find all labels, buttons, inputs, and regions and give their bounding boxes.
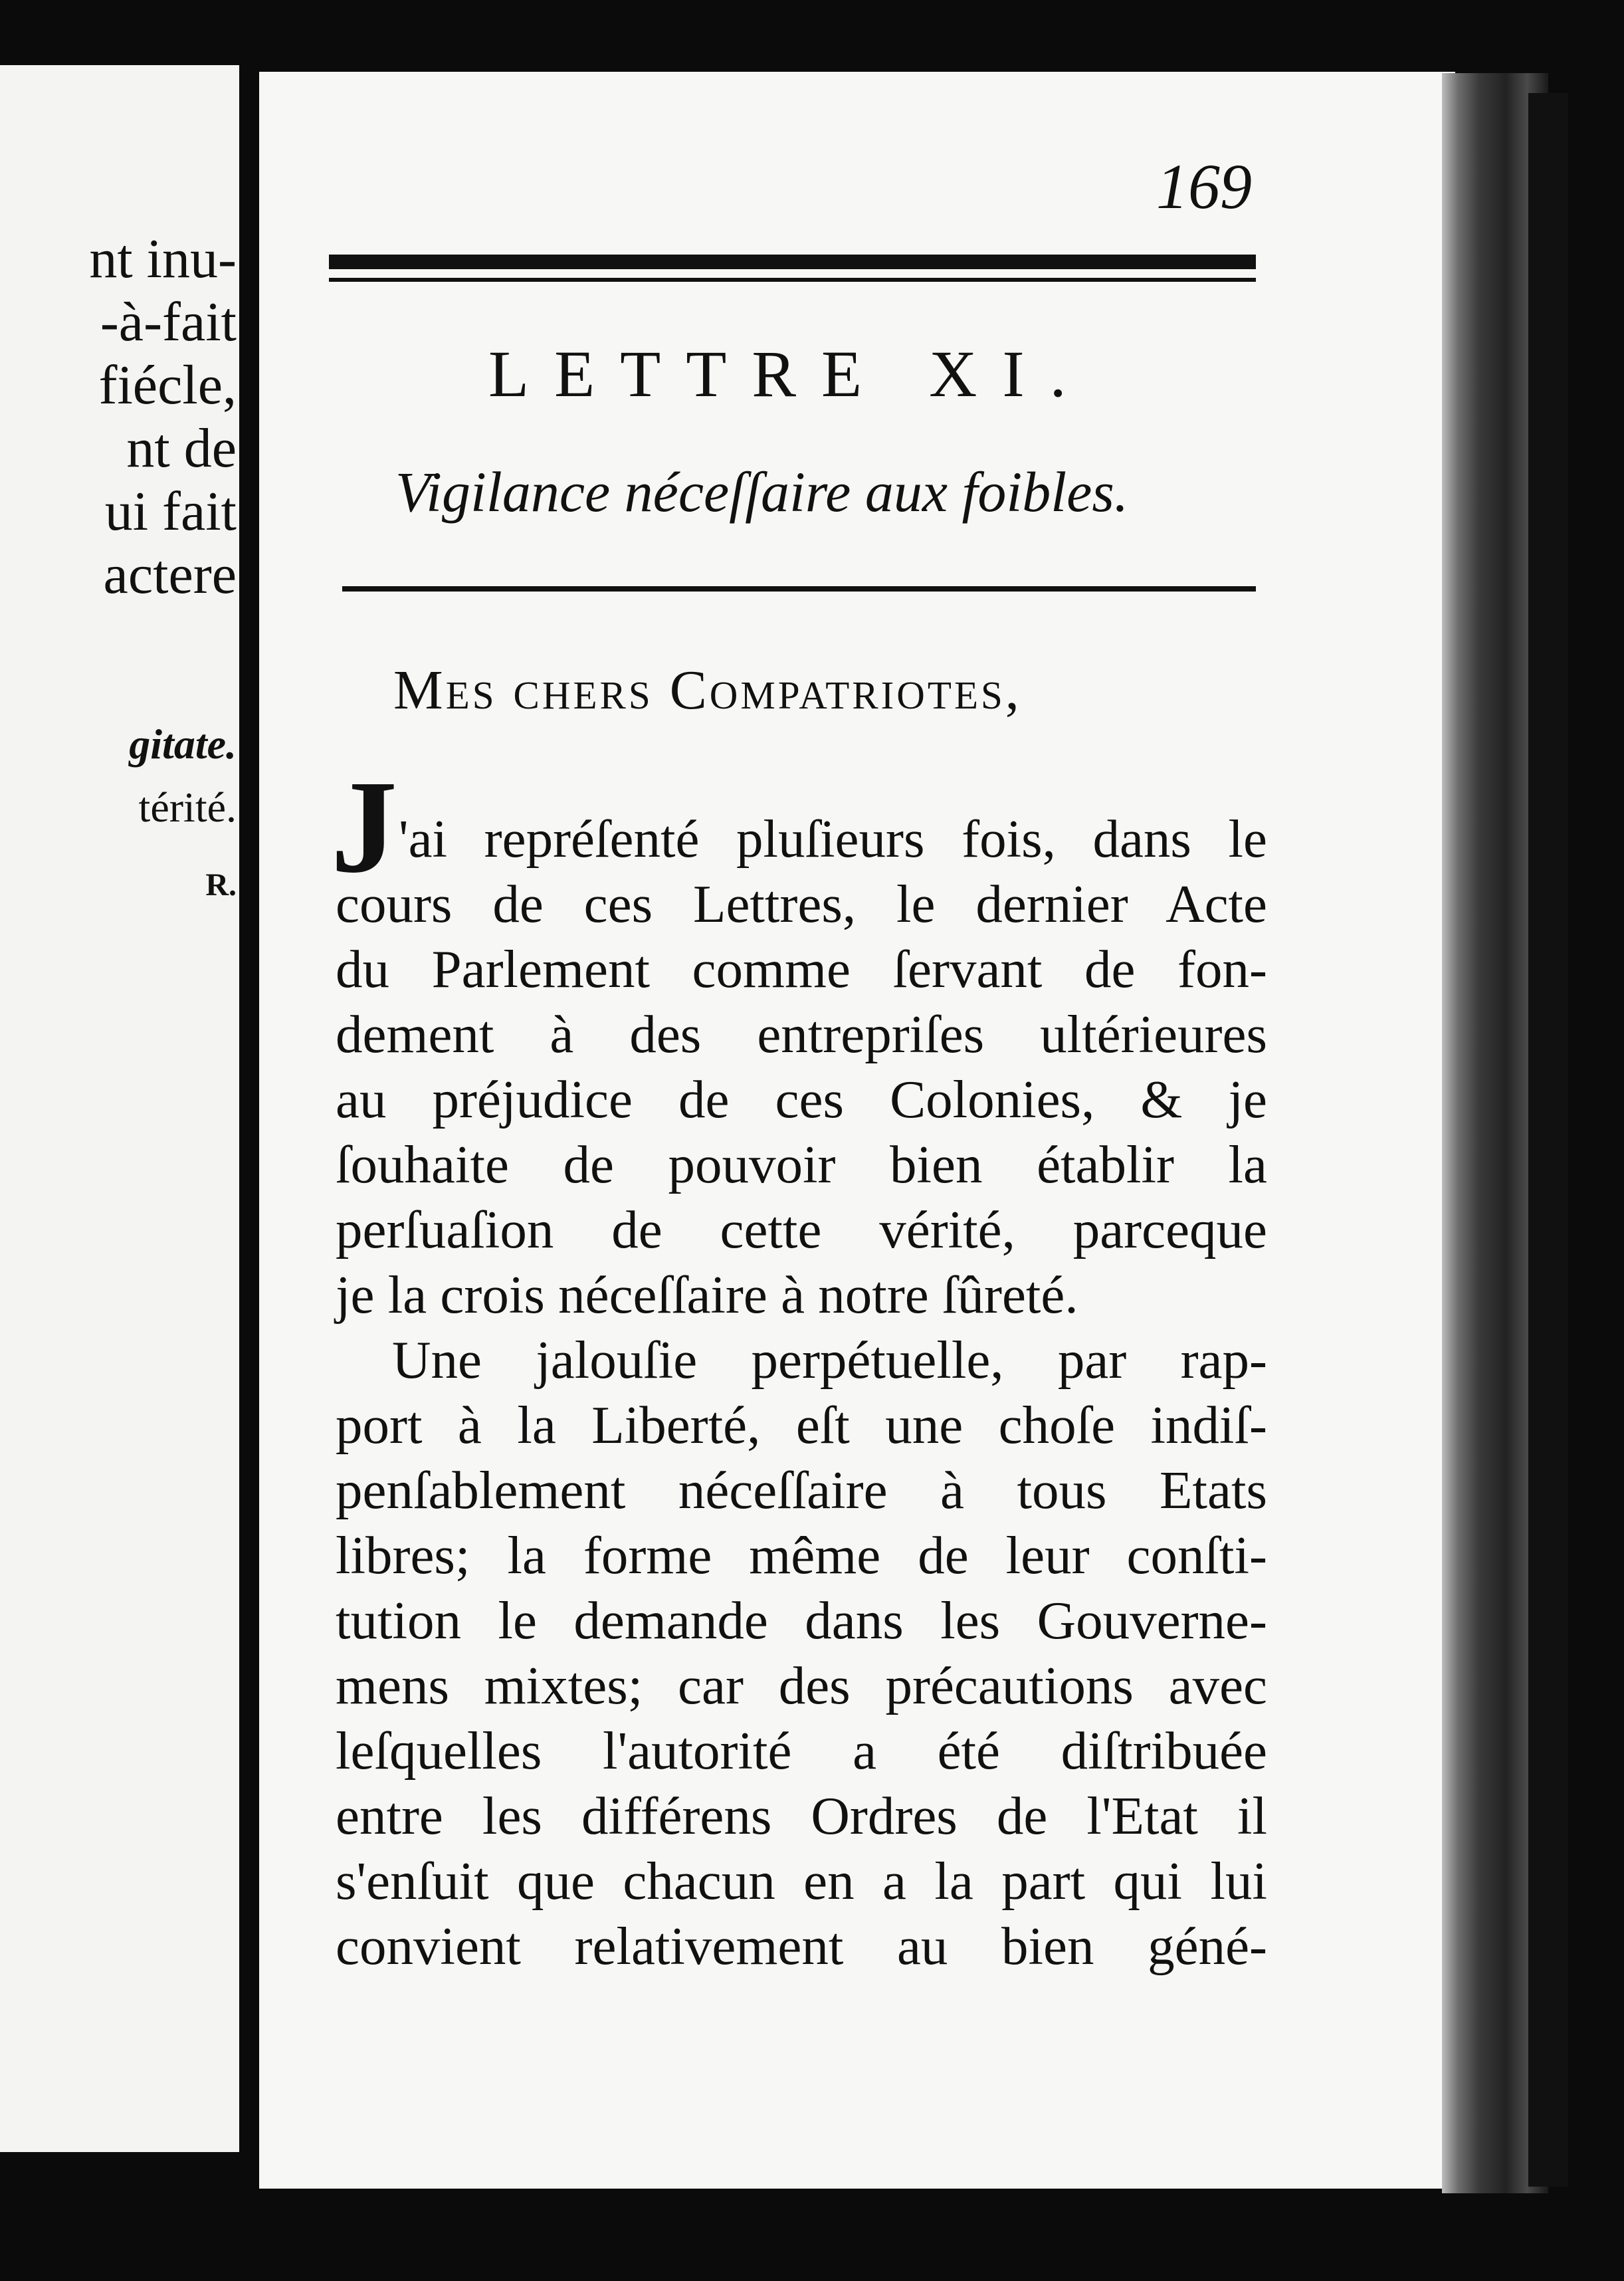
text-line-2: cours de ces Lettres, le dernier Acte [336,874,1267,934]
text-line-18: convient relativement au bien géné- [336,1916,1267,1976]
drop-cap: J [331,754,397,901]
book-spine-edge [1528,93,1568,2187]
text-line-7: perſuaſion de cette vérité, parceque [336,1200,1267,1259]
text-line-5: au préjudice de ces Colonies, & je [336,1069,1267,1129]
text-line-10: port à la Liberté, eſt une choſe indiſ- [336,1395,1267,1455]
header-rule-thin [329,278,1256,282]
left-line-5: ui fait [104,481,237,542]
text-line-17: s'enſuit que chacun en a la part qui lui [336,1851,1267,1911]
text-line-4: dement à des entrepriſes ultérieures [336,1004,1267,1064]
text-line-9: Une jalouſie perpétuelle, par rap- [392,1330,1267,1390]
left-line-3: fiécle, [98,354,237,416]
header-rule-thick [329,255,1256,269]
left-line-9: R. [205,867,237,903]
page-number: 169 [1156,151,1252,222]
text-line-13: tution le demande dans les Gouverne- [336,1590,1267,1650]
text-line-15: leſquelles l'autorité a été diſtribuée [336,1721,1267,1781]
left-page-fragment [0,65,239,2152]
left-line-1: nt inu- [89,228,237,290]
subtitle-rule [342,586,1256,592]
letter-subtitle: Vigilance néceſſaire aux foibles. [395,460,1129,524]
text-line-1: 'ai repréſenté pluſieurs fois, dans le [399,809,1267,869]
text-line-6: ſouhaite de pouvoir bien établir la [336,1135,1267,1194]
left-line-6: actere [103,544,237,605]
left-line-7: gitate. [129,720,237,768]
text-line-12: libres; la forme même de leur conſti- [336,1525,1267,1585]
salutation: Mes chers Compatriotes, [393,659,1022,721]
text-line-11: penſablement néceſſaire à tous Etats [336,1460,1267,1520]
left-line-2: -à-fait [100,291,237,353]
text-line-3: du Parlement comme ſervant de fon- [336,939,1267,999]
letter-heading: LETTRE XI. [488,337,1092,411]
left-line-4: nt de [126,417,237,479]
text-line-16: entre les différens Ordres de l'Etat il [336,1786,1267,1846]
left-line-8: térité. [138,784,237,831]
text-line-14: mens mixtes; car des précautions avec [336,1656,1267,1715]
text-line-8: je la crois néceſſaire à notre ſûreté. [336,1265,1078,1325]
